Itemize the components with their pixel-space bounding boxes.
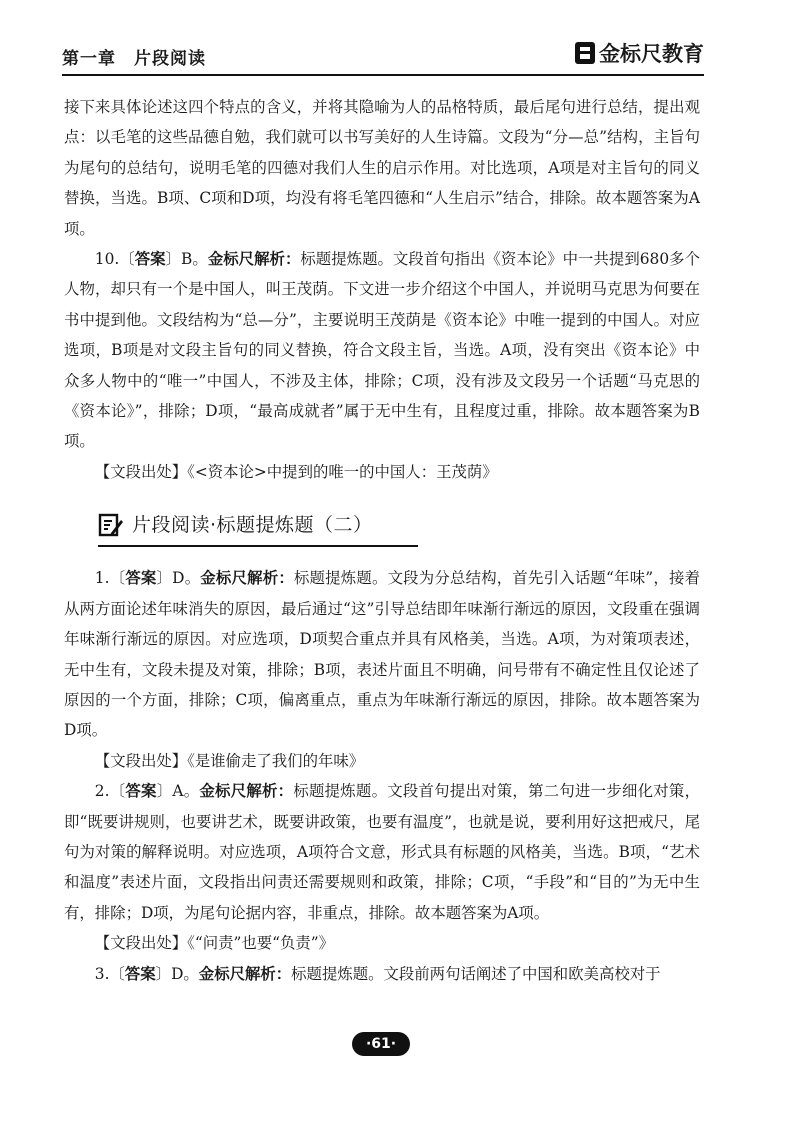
answer-item-2: 2.〔答案〕A。金标尺解析：标题提炼题。文段首句提出对策，第二句进一步细化对策，即“既要讲规则，也要讲艺术，既要讲政策，也要有温度”，也就是说，要利用好这把戒尺，尾句为对策的解释说明。对应选项，A项符合文意，形式具有标题的风格美，当选。B项，“艺术和温度”表述片面，文段指出问责还需要规则和政策，排除；C项，“手段”和“目的”为无中生有，排除；D项，为尾句论据内容，非重点，排除。故本题答案为A项。 bbox=[64, 782, 700, 922]
brand-logo-icon bbox=[575, 42, 595, 64]
source-citation: 【文段出处】《<资本论>中提到的唯一的中国人：王茂荫》 bbox=[94, 462, 498, 481]
paragraph-continued: 接下来具体论述这四个特点的含义，并将其隐喻为人的品格特质，最后尾句进行总结，提出观点：以毛笔的这些品德自勉，我们就可以书写美好的人生诗篇。文段为“分—总”结构，主旨句为尾句的总结句，说明毛笔的四德对我们人生的启示作用。对比选项，A项是对主旨句的同义替换，当选。B项、C项和D项，均没有将毛笔四德和“人生启示”结合，排除。故本题答案为A项。 bbox=[64, 98, 700, 238]
page-content bbox=[64, 92, 700, 989]
answer-label: 答案 bbox=[125, 569, 157, 588]
page-header bbox=[62, 36, 704, 76]
answer-item-3: 3.〔答案〕D。金标尺解析：标题提炼题。文段前两句话阐述了中国和欧美高校对于 bbox=[94, 964, 661, 983]
chapter-title: 第一章 片段阅读 bbox=[62, 49, 206, 69]
analysis-label: 金标尺解析： bbox=[199, 782, 294, 801]
header-divider bbox=[62, 74, 704, 76]
brand-name: 金标尺教育 bbox=[599, 42, 704, 66]
section-heading bbox=[98, 503, 418, 547]
analysis-label: 金标尺解析： bbox=[200, 569, 294, 588]
section-underline bbox=[98, 545, 418, 547]
brand-logo bbox=[575, 38, 704, 68]
source-citation: 【文段出处】《“问责”也要“负责”》 bbox=[94, 934, 335, 953]
page-number: ·61· bbox=[352, 1032, 410, 1056]
answer-label: 答案 bbox=[124, 964, 156, 983]
edit-note-icon bbox=[98, 512, 124, 538]
source-citation: 【文段出处】《是谁偷走了我们的年味》 bbox=[94, 751, 365, 770]
answer-label: 答案 bbox=[134, 250, 166, 269]
answer-label: 答案 bbox=[125, 782, 157, 801]
section-title: 片段阅读·标题提炼题（二） bbox=[132, 514, 373, 537]
analysis-label: 金标尺解析： bbox=[198, 964, 292, 983]
analysis-label: 金标尺解析： bbox=[207, 250, 301, 269]
answer-item-1: 1.〔答案〕D。金标尺解析：标题提炼题。文段为分总结构，首先引入话题“年味”，接着从两方面论述年味消失的原因，最后通过“这”引导总结即年味渐行渐远的原因，文段重在强调年味渐行渐远的原因。对应选项，D项契合重点并具有风格美，当选。A项，为对策项表述，无中生有，文段未提及对策，排除；B项，表述片面且不明确，问号带有不确定性且仅论述了原因的一个方面，排除；C项，偏离重点，重点为年味渐行渐远的原因，排除。故本题答案为D项。 bbox=[64, 569, 700, 740]
answer-item-10: 10.〔答案〕B。金标尺解析：标题提炼题。文段首句指出《资本论》中一共提到680多个人物，却只有一个是中国人，叫王茂荫。下文进一步介绍这个中国人，并说明马克思为何要在书中提到他。文段结构为“总—分”，主要说明王茂荫是《资本论》中唯一提到的中国人。对应选项，B项是对文段主旨句的同义替换，符合文段主旨，当选。A项，没有突出《资本论》中众多人物中的“唯一”中国人，不涉及主体，排除；C项，没有涉及文段另一个话题“马克思的《资本论》”，排除；D项，“最高成就者”属于无中生有，且程度过重，排除。故本题答案为B项。 bbox=[64, 250, 700, 451]
